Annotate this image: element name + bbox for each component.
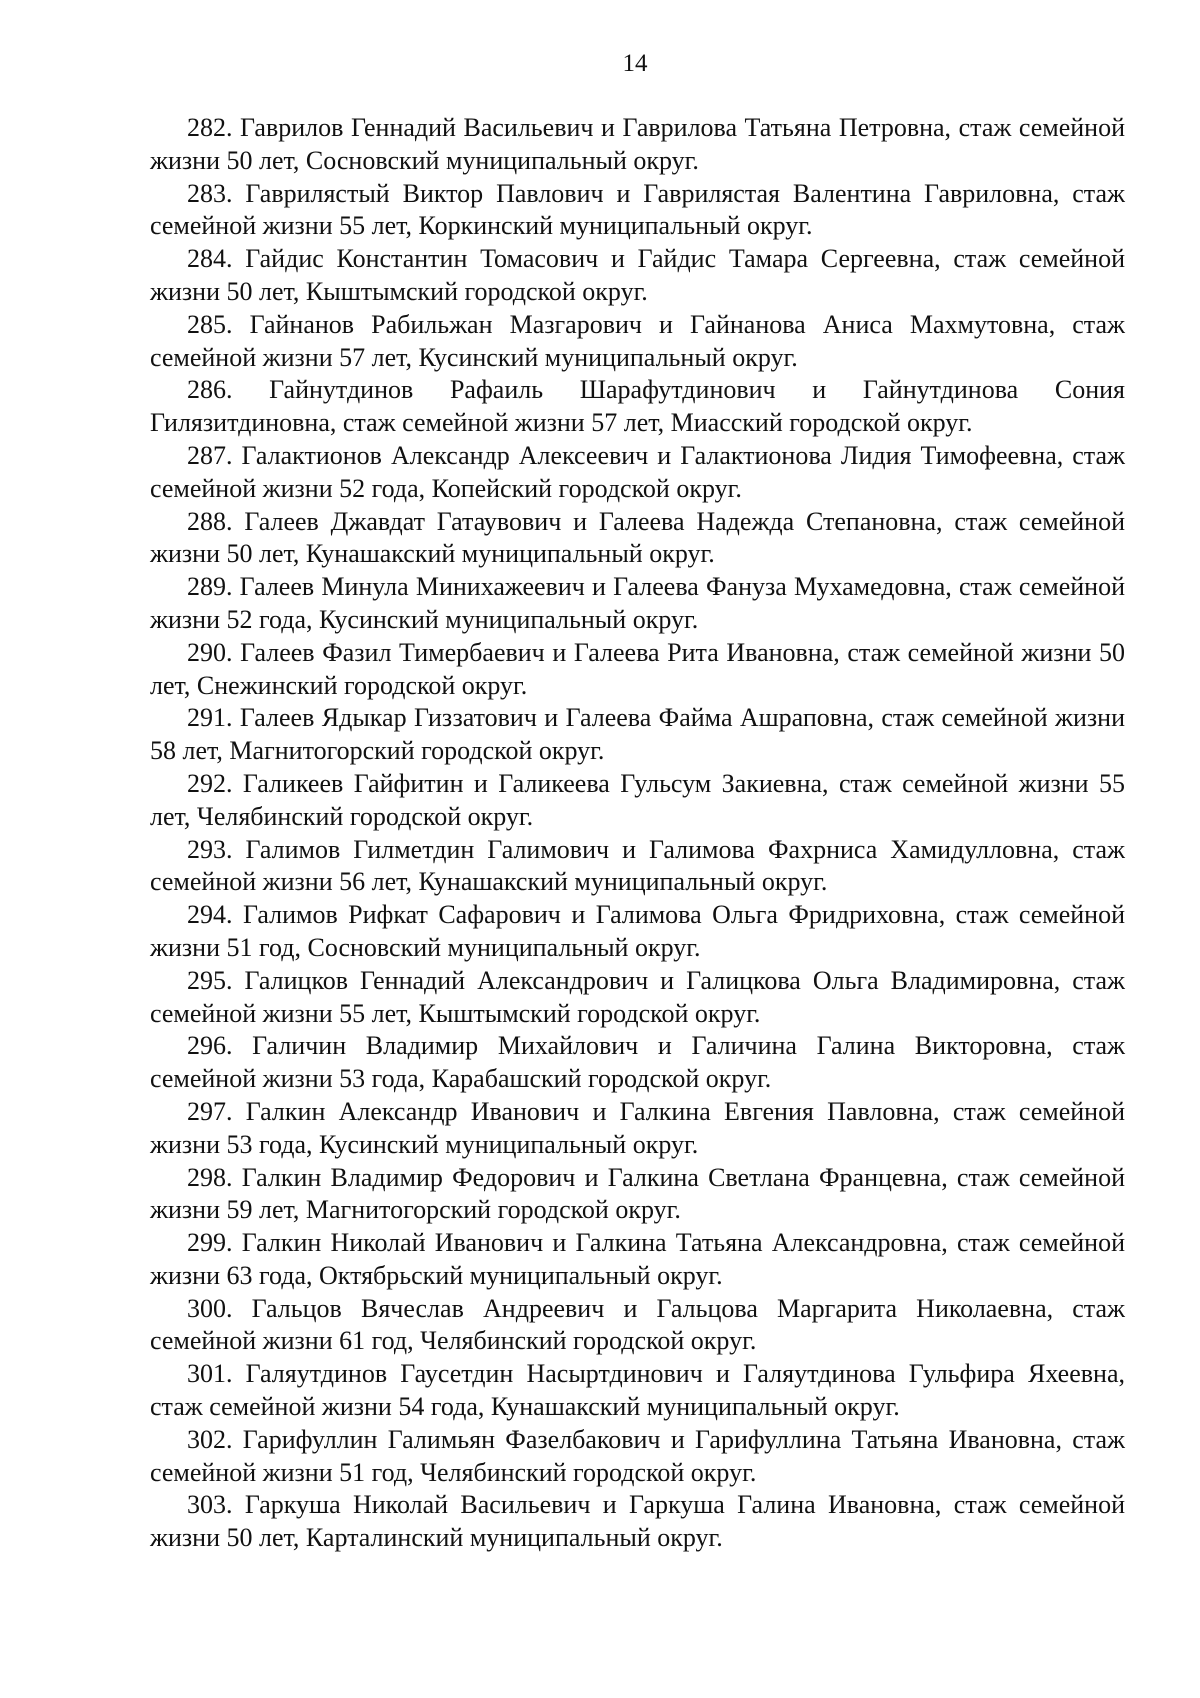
list-item: 285. Гайнанов Рабильжан Мазгарович и Гайнанова Аниса Махмутовна, стаж семейной жизни 57 лет, Кусинский муниципальный округ. bbox=[150, 309, 1125, 372]
list-item: 293. Галимов Гилметдин Галимович и Галимова Фахрниса Хамидулловна, стаж семейной жизни 56 лет, Кунашакский муниципальный округ. bbox=[150, 834, 1125, 897]
list-item: 297. Галкин Александр Иванович и Галкина Евгения Павловна, стаж семейной жизни 53 года, Кусинский муниципальный округ. bbox=[150, 1096, 1125, 1159]
list-item: 295. Галицков Геннадий Александрович и Галицкова Ольга Владимировна, стаж семейной жизни 55 лет, Кыштымский городской округ. bbox=[150, 965, 1125, 1028]
list-item: 294. Галимов Рифкат Сафарович и Галимова Ольга Фридриховна, стаж семейной жизни 51 год, Сосновский муниципальный округ. bbox=[150, 900, 1125, 962]
award-list bbox=[150, 112, 1125, 1555]
page-number: 14 bbox=[622, 50, 648, 77]
list-item: 283. Гаврилястый Виктор Павлович и Гаврилястая Валентина Гавриловна, стаж семейной жизни 55 лет, Коркинский муниципальный округ. bbox=[150, 178, 1125, 241]
list-item: 286. Гайнутдинов Рафаиль Шарафутдинович и Гайнутдинова Сония Гилязитдиновна, стаж семейной жизни 57 лет, Миасский городской округ. bbox=[150, 375, 1125, 438]
list-item: 299. Галкин Николай Иванович и Галкина Татьяна Александровна, стаж семейной жизни 63 года, Октябрьский муниципальный округ. bbox=[150, 1228, 1125, 1290]
list-item: 287. Галактионов Александр Алексеевич и Галактионова Лидия Тимофеевна, стаж семейной жизни 52 года, Копейский городской округ. bbox=[150, 440, 1125, 503]
list-item: 298. Галкин Владимир Федорович и Галкина Светлана Францевна, стаж семейной жизни 59 лет, Магнитогорский городской округ. bbox=[150, 1162, 1125, 1225]
list-item: 282. Гаврилов Геннадий Васильевич и Гаврилова Татьяна Петровна, стаж семейной жизни 50 лет, Сосновский муниципальный округ. bbox=[150, 113, 1125, 175]
list-item: 302. Гарифуллин Галимьян Фазелбакович и Гарифуллина Татьяна Ивановна, стаж семейной жизни 51 год, Челябинский городской округ. bbox=[150, 1424, 1125, 1487]
list-item: 291. Галеев Ядыкар Гиззатович и Галеева Файма Ашраповна, стаж семейной жизни 58 лет, Магнитогорский городской округ. bbox=[150, 703, 1125, 766]
list-item: 301. Галяутдинов Гаусетдин Насыртдинович и Галяутдинова Гульфира Яхеевна, стаж семейной жизни 54 года, Кунашакский муниципальный округ. bbox=[150, 1359, 1125, 1422]
list-item: 296. Галичин Владимир Михайлович и Галичина Галина Викторовна, стаж семейной жизни 53 года, Карабашский городской округ. bbox=[150, 1031, 1125, 1094]
list-item: 289. Галеев Минула Минихажеевич и Галеева Фануза Мухамедовна, стаж семейной жизни 52 года, Кусинский муниципальный округ. bbox=[150, 572, 1125, 634]
list-item: 292. Галикеев Гайфитин и Галикеева Гульсум Закиевна, стаж семейной жизни 55 лет, Челябинский городской округ. bbox=[150, 768, 1125, 831]
list-item: 284. Гайдис Константин Томасович и Гайдис Тамара Сергеевна, стаж семейной жизни 50 лет, Кыштымский городской округ. bbox=[150, 244, 1125, 306]
list-item: 303. Гаркуша Николай Васильевич и Гаркуша Галина Ивановна, стаж семейной жизни 50 лет, Карталинский муниципальный округ. bbox=[150, 1490, 1125, 1553]
list-item: 288. Галеев Джавдат Гатаувович и Галеева Надежда Степановна, стаж семейной жизни 50 лет, Кунашакский муниципальный округ. bbox=[150, 506, 1125, 569]
list-item: 300. Гальцов Вячеслав Андреевич и Гальцова Маргарита Николаевна, стаж семейной жизни 61 год, Челябинский городской округ. bbox=[150, 1293, 1125, 1356]
list-item: 290. Галеев Фазил Тимербаевич и Галеева Рита Ивановна, стаж семейной жизни 50 лет, Снежинский городской округ. bbox=[150, 637, 1125, 700]
